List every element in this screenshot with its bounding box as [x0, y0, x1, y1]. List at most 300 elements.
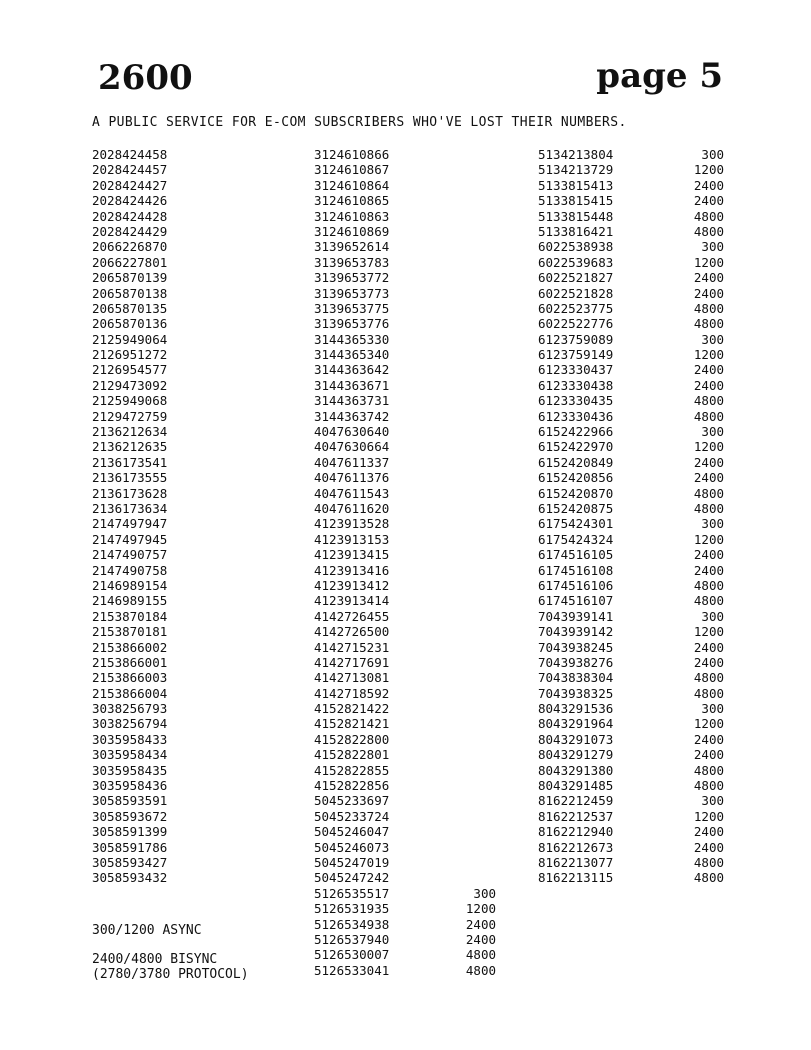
baud-rate: 1200	[693, 716, 724, 732]
phone-number: 5133815415	[538, 193, 614, 209]
number-row	[92, 809, 292, 824]
phone-number: 5134213804	[538, 147, 614, 162]
number-row	[538, 809, 724, 824]
phone-number: 8162212940	[538, 824, 614, 840]
number-row	[92, 716, 292, 731]
number-row	[314, 732, 500, 747]
phone-number: 6123330436	[538, 408, 614, 424]
baud-rate: 4800	[693, 670, 724, 686]
number-row	[314, 655, 500, 670]
phone-number: 5133815413	[538, 177, 614, 193]
baud-rate: 300	[701, 331, 724, 347]
number-row	[538, 670, 724, 685]
phone-number: 2028424429	[92, 223, 168, 239]
phone-number: 2129473092	[92, 377, 168, 393]
phone-number: 4152822800	[314, 731, 390, 747]
number-row	[92, 747, 292, 762]
phone-number: 2126951272	[92, 347, 168, 363]
number-row	[92, 224, 292, 239]
number-row	[314, 609, 500, 624]
baud-rate: 2400	[465, 916, 496, 932]
number-row	[314, 332, 500, 347]
phone-number: 2136173541	[92, 454, 168, 470]
number-row	[538, 624, 724, 639]
number-row	[538, 486, 724, 501]
number-row	[314, 162, 500, 177]
number-column-2	[314, 147, 500, 978]
baud-rate: 1200	[693, 531, 724, 547]
number-row	[92, 424, 292, 439]
note-protocol: (2780/3780 PROTOCOL)	[92, 967, 249, 982]
page-subtitle: A PUBLIC SERVICE FOR E-COM SUBSCRIBERS WHO'VE LOST THEIR NUMBERS.	[92, 115, 627, 130]
number-row	[538, 732, 724, 747]
number-row	[92, 193, 292, 208]
phone-number: 2136173634	[92, 500, 168, 516]
phone-number: 3058591786	[92, 839, 168, 855]
baud-rate: 4800	[693, 685, 724, 701]
number-row	[538, 286, 724, 301]
number-row	[92, 439, 292, 454]
phone-number: 3035958433	[92, 731, 168, 747]
number-row	[538, 162, 724, 177]
number-row	[314, 286, 500, 301]
number-row	[314, 547, 500, 562]
number-row	[92, 532, 292, 547]
number-row	[314, 255, 500, 270]
number-row	[314, 809, 500, 824]
phone-number: 4142713081	[314, 670, 390, 686]
number-row	[538, 793, 724, 808]
number-row	[314, 224, 500, 239]
phone-number: 2153866002	[92, 639, 168, 655]
baud-rate: 4800	[693, 854, 724, 870]
phone-number: 2028424428	[92, 208, 168, 224]
baud-rate: 4800	[693, 300, 724, 316]
baud-rate: 300	[701, 239, 724, 255]
number-row	[538, 378, 724, 393]
phone-number: 4142726500	[314, 624, 390, 640]
phone-number: 3144365330	[314, 331, 390, 347]
number-row	[92, 378, 292, 393]
phone-number: 2125949064	[92, 331, 168, 347]
phone-number: 4152821422	[314, 701, 390, 717]
phone-number: 2147497945	[92, 531, 168, 547]
number-row	[538, 655, 724, 670]
phone-number: 3144363642	[314, 362, 390, 378]
phone-number: 5045247242	[314, 870, 390, 886]
number-row	[314, 470, 500, 485]
number-row	[92, 316, 292, 331]
phone-number: 5134213729	[538, 162, 614, 178]
phone-number: 7043938245	[538, 639, 614, 655]
number-row	[538, 640, 724, 655]
number-row	[538, 578, 724, 593]
phone-number: 5045247019	[314, 854, 390, 870]
phone-number: 4047611543	[314, 485, 390, 501]
phone-number: 3058593427	[92, 854, 168, 870]
baud-rate: 2400	[693, 547, 724, 563]
phone-number: 8043291536	[538, 701, 614, 717]
number-column-1	[92, 147, 292, 886]
number-row	[92, 578, 292, 593]
number-row	[538, 870, 724, 885]
phone-number: 5133816421	[538, 223, 614, 239]
phone-number: 3038256794	[92, 716, 168, 732]
phone-number: 3139653772	[314, 270, 390, 286]
phone-number: 3035958435	[92, 762, 168, 778]
number-row	[92, 870, 292, 885]
number-row	[314, 178, 500, 193]
phone-number: 4047611337	[314, 454, 390, 470]
phone-number: 3144365340	[314, 347, 390, 363]
number-row	[538, 609, 724, 624]
phone-number: 2065870136	[92, 316, 168, 332]
number-row	[92, 824, 292, 839]
phone-number: 6175424324	[538, 531, 614, 547]
number-row	[538, 178, 724, 193]
baud-rate: 4800	[693, 577, 724, 593]
number-row	[314, 270, 500, 285]
phone-number: 2153866003	[92, 670, 168, 686]
phone-number: 5045233724	[314, 808, 390, 824]
phone-number: 6123759089	[538, 331, 614, 347]
number-row	[538, 840, 724, 855]
phone-number: 4142726455	[314, 608, 390, 624]
number-row	[92, 547, 292, 562]
phone-number: 6152420875	[538, 500, 614, 516]
number-row	[92, 362, 292, 377]
phone-number: 2136212635	[92, 439, 168, 455]
note-bisync: 2400/4800 BISYNC	[92, 952, 218, 967]
number-row	[92, 501, 292, 516]
baud-rate: 4800	[693, 778, 724, 794]
phone-number: 8043291964	[538, 716, 614, 732]
baud-rate: 2400	[693, 377, 724, 393]
phone-number: 6152422966	[538, 424, 614, 440]
number-row	[92, 393, 292, 408]
phone-number: 2147497947	[92, 516, 168, 532]
phone-number: 4152822855	[314, 762, 390, 778]
number-row	[314, 716, 500, 731]
baud-rate: 300	[473, 885, 496, 901]
baud-rate: 2400	[693, 193, 724, 209]
number-row	[314, 316, 500, 331]
number-row	[92, 347, 292, 362]
phone-number: 5126537940	[314, 931, 390, 947]
phone-number: 5045246073	[314, 839, 390, 855]
baud-rate: 4800	[465, 962, 496, 978]
baud-rate: 2400	[693, 639, 724, 655]
number-row	[92, 286, 292, 301]
number-row	[92, 332, 292, 347]
number-row	[538, 778, 724, 793]
number-row	[538, 147, 724, 162]
number-row	[314, 824, 500, 839]
number-row	[314, 640, 500, 655]
phone-number: 8162212459	[538, 793, 614, 809]
baud-rate: 1200	[465, 901, 496, 917]
phone-number: 3058593432	[92, 870, 168, 886]
number-row	[314, 686, 500, 701]
number-row	[314, 347, 500, 362]
phone-number: 4047611376	[314, 470, 390, 486]
phone-number: 6174516105	[538, 547, 614, 563]
phone-number: 3035958434	[92, 747, 168, 763]
baud-rate: 2400	[465, 931, 496, 947]
phone-number: 4152821421	[314, 716, 390, 732]
number-row	[92, 840, 292, 855]
number-row	[538, 747, 724, 762]
baud-rate: 1200	[693, 254, 724, 270]
phone-number: 2153866001	[92, 654, 168, 670]
number-row	[92, 147, 292, 162]
number-row	[314, 516, 500, 531]
baud-rate: 4800	[693, 593, 724, 609]
number-row	[314, 578, 500, 593]
phone-number: 2153866004	[92, 685, 168, 701]
baud-rate: 2400	[693, 824, 724, 840]
number-row	[92, 778, 292, 793]
phone-number: 6123330437	[538, 362, 614, 378]
baud-rate: 2400	[693, 654, 724, 670]
baud-rate: 2400	[693, 839, 724, 855]
protocol-notes	[92, 923, 249, 982]
number-row	[92, 409, 292, 424]
number-row	[314, 886, 500, 901]
phone-number: 4142715231	[314, 639, 390, 655]
baud-rate: 4800	[693, 408, 724, 424]
phone-number: 8162212673	[538, 839, 614, 855]
number-row	[538, 701, 724, 716]
phone-number: 3139653775	[314, 300, 390, 316]
note-async: 300/1200 ASYNC	[92, 923, 202, 938]
phone-number: 7043939141	[538, 608, 614, 624]
number-row	[538, 516, 724, 531]
number-row	[92, 670, 292, 685]
number-row	[92, 255, 292, 270]
baud-rate: 1200	[693, 808, 724, 824]
phone-number: 2028424426	[92, 193, 168, 209]
phone-number: 3139653776	[314, 316, 390, 332]
phone-number: 5045233697	[314, 793, 390, 809]
number-row	[538, 455, 724, 470]
phone-number: 2125949068	[92, 393, 168, 409]
baud-rate: 4800	[693, 485, 724, 501]
number-row	[92, 486, 292, 501]
phone-number: 6152422970	[538, 439, 614, 455]
number-row	[538, 239, 724, 254]
phone-number: 7043838304	[538, 670, 614, 686]
phone-number: 4123913414	[314, 593, 390, 609]
phone-number: 3139653783	[314, 254, 390, 270]
page-number: page 5	[596, 56, 723, 96]
number-row	[538, 270, 724, 285]
phone-number: 6022538938	[538, 239, 614, 255]
baud-rate: 4800	[693, 223, 724, 239]
number-row	[92, 686, 292, 701]
masthead	[98, 58, 723, 108]
number-row	[92, 455, 292, 470]
phone-number: 2066227801	[92, 254, 168, 270]
baud-rate: 2400	[693, 562, 724, 578]
baud-rate: 2400	[693, 177, 724, 193]
publication-title: 2600	[98, 58, 193, 98]
baud-rate: 4800	[693, 316, 724, 332]
baud-rate: 300	[701, 147, 724, 162]
number-row	[314, 840, 500, 855]
number-row	[92, 624, 292, 639]
baud-rate: 4800	[693, 870, 724, 886]
phone-number: 3144363671	[314, 377, 390, 393]
phone-number: 2136212634	[92, 424, 168, 440]
phone-number: 3144363731	[314, 393, 390, 409]
number-row	[314, 486, 500, 501]
phone-number: 6022539683	[538, 254, 614, 270]
number-row	[538, 347, 724, 362]
phone-number: 4047630640	[314, 424, 390, 440]
number-row	[92, 763, 292, 778]
baud-rate: 2400	[693, 731, 724, 747]
number-row	[314, 239, 500, 254]
phone-number: 3124610863	[314, 208, 390, 224]
phone-number: 4123913153	[314, 531, 390, 547]
phone-number: 4047630664	[314, 439, 390, 455]
phone-number: 3124610869	[314, 223, 390, 239]
number-row	[314, 301, 500, 316]
phone-number: 8043291279	[538, 747, 614, 763]
phone-number: 2028424458	[92, 147, 168, 162]
phone-number: 6123330438	[538, 377, 614, 393]
phone-number: 7043939142	[538, 624, 614, 640]
phone-number: 8043291380	[538, 762, 614, 778]
number-row	[538, 316, 724, 331]
baud-rate: 2400	[693, 285, 724, 301]
phone-number: 8043291073	[538, 731, 614, 747]
baud-rate: 2400	[693, 454, 724, 470]
phone-number: 3139653773	[314, 285, 390, 301]
phone-number: 2146989154	[92, 577, 168, 593]
number-row	[314, 193, 500, 208]
phone-number: 2066226870	[92, 239, 168, 255]
number-row	[92, 270, 292, 285]
phone-number: 3035958436	[92, 778, 168, 794]
number-row	[314, 209, 500, 224]
number-row	[314, 701, 500, 716]
phone-number: 8162212537	[538, 808, 614, 824]
number-row	[538, 209, 724, 224]
phone-number: 8043291485	[538, 778, 614, 794]
baud-rate: 1200	[693, 347, 724, 363]
number-row	[314, 439, 500, 454]
phone-number: 6123330435	[538, 393, 614, 409]
phone-number: 4123913528	[314, 516, 390, 532]
phone-number: 4123913416	[314, 562, 390, 578]
phone-number: 4047611620	[314, 500, 390, 516]
number-row	[92, 593, 292, 608]
phone-number: 2146989155	[92, 593, 168, 609]
phone-number: 6022523775	[538, 300, 614, 316]
baud-rate: 4800	[693, 393, 724, 409]
phone-number: 2126954577	[92, 362, 168, 378]
phone-number: 6022521827	[538, 270, 614, 286]
baud-rate: 1200	[693, 162, 724, 178]
number-row	[538, 332, 724, 347]
phone-number: 6175424301	[538, 516, 614, 532]
number-row	[92, 516, 292, 531]
number-row	[314, 901, 500, 916]
phone-number: 4123913415	[314, 547, 390, 563]
baud-rate: 2400	[693, 470, 724, 486]
number-row	[92, 640, 292, 655]
number-row	[538, 301, 724, 316]
phone-number: 2065870139	[92, 270, 168, 286]
number-column-3	[538, 147, 724, 886]
phone-number: 4142717691	[314, 654, 390, 670]
number-row	[314, 624, 500, 639]
number-row	[538, 439, 724, 454]
phone-number: 5126533041	[314, 962, 390, 978]
phone-number: 5045246047	[314, 824, 390, 840]
phone-number: 6174516106	[538, 577, 614, 593]
number-row	[92, 701, 292, 716]
phone-number: 5126535517	[314, 885, 390, 901]
number-row	[314, 378, 500, 393]
phone-number: 3058593591	[92, 793, 168, 809]
number-row	[92, 855, 292, 870]
number-row	[538, 824, 724, 839]
number-row	[538, 393, 724, 408]
baud-rate: 300	[701, 701, 724, 717]
baud-rate: 1200	[693, 624, 724, 640]
phone-number: 2136173555	[92, 470, 168, 486]
number-row	[92, 470, 292, 485]
number-row	[92, 178, 292, 193]
number-row	[538, 686, 724, 701]
number-row	[314, 963, 500, 978]
number-row	[538, 409, 724, 424]
phone-number: 3058591399	[92, 824, 168, 840]
number-row	[538, 470, 724, 485]
phone-number: 2028424427	[92, 177, 168, 193]
baud-rate: 300	[701, 516, 724, 532]
number-row	[314, 778, 500, 793]
phone-number: 2153870181	[92, 624, 168, 640]
number-row	[538, 501, 724, 516]
number-row	[314, 147, 500, 162]
baud-rate: 300	[701, 793, 724, 809]
phone-number: 8162213115	[538, 870, 614, 886]
baud-rate: 4800	[465, 947, 496, 963]
baud-rate: 4800	[693, 500, 724, 516]
number-row	[538, 763, 724, 778]
baud-rate: 2400	[693, 362, 724, 378]
phone-number: 6152420870	[538, 485, 614, 501]
number-row	[538, 855, 724, 870]
number-row	[314, 455, 500, 470]
phone-number: 5126530007	[314, 947, 390, 963]
baud-rate: 300	[701, 608, 724, 624]
phone-number: 3038256793	[92, 701, 168, 717]
number-row	[92, 239, 292, 254]
number-row	[538, 362, 724, 377]
number-row	[538, 532, 724, 547]
phone-number: 7043938276	[538, 654, 614, 670]
number-row	[314, 932, 500, 947]
phone-number: 3139652614	[314, 239, 390, 255]
phone-number: 5126534938	[314, 916, 390, 932]
number-row	[314, 747, 500, 762]
baud-rate: 4800	[693, 208, 724, 224]
